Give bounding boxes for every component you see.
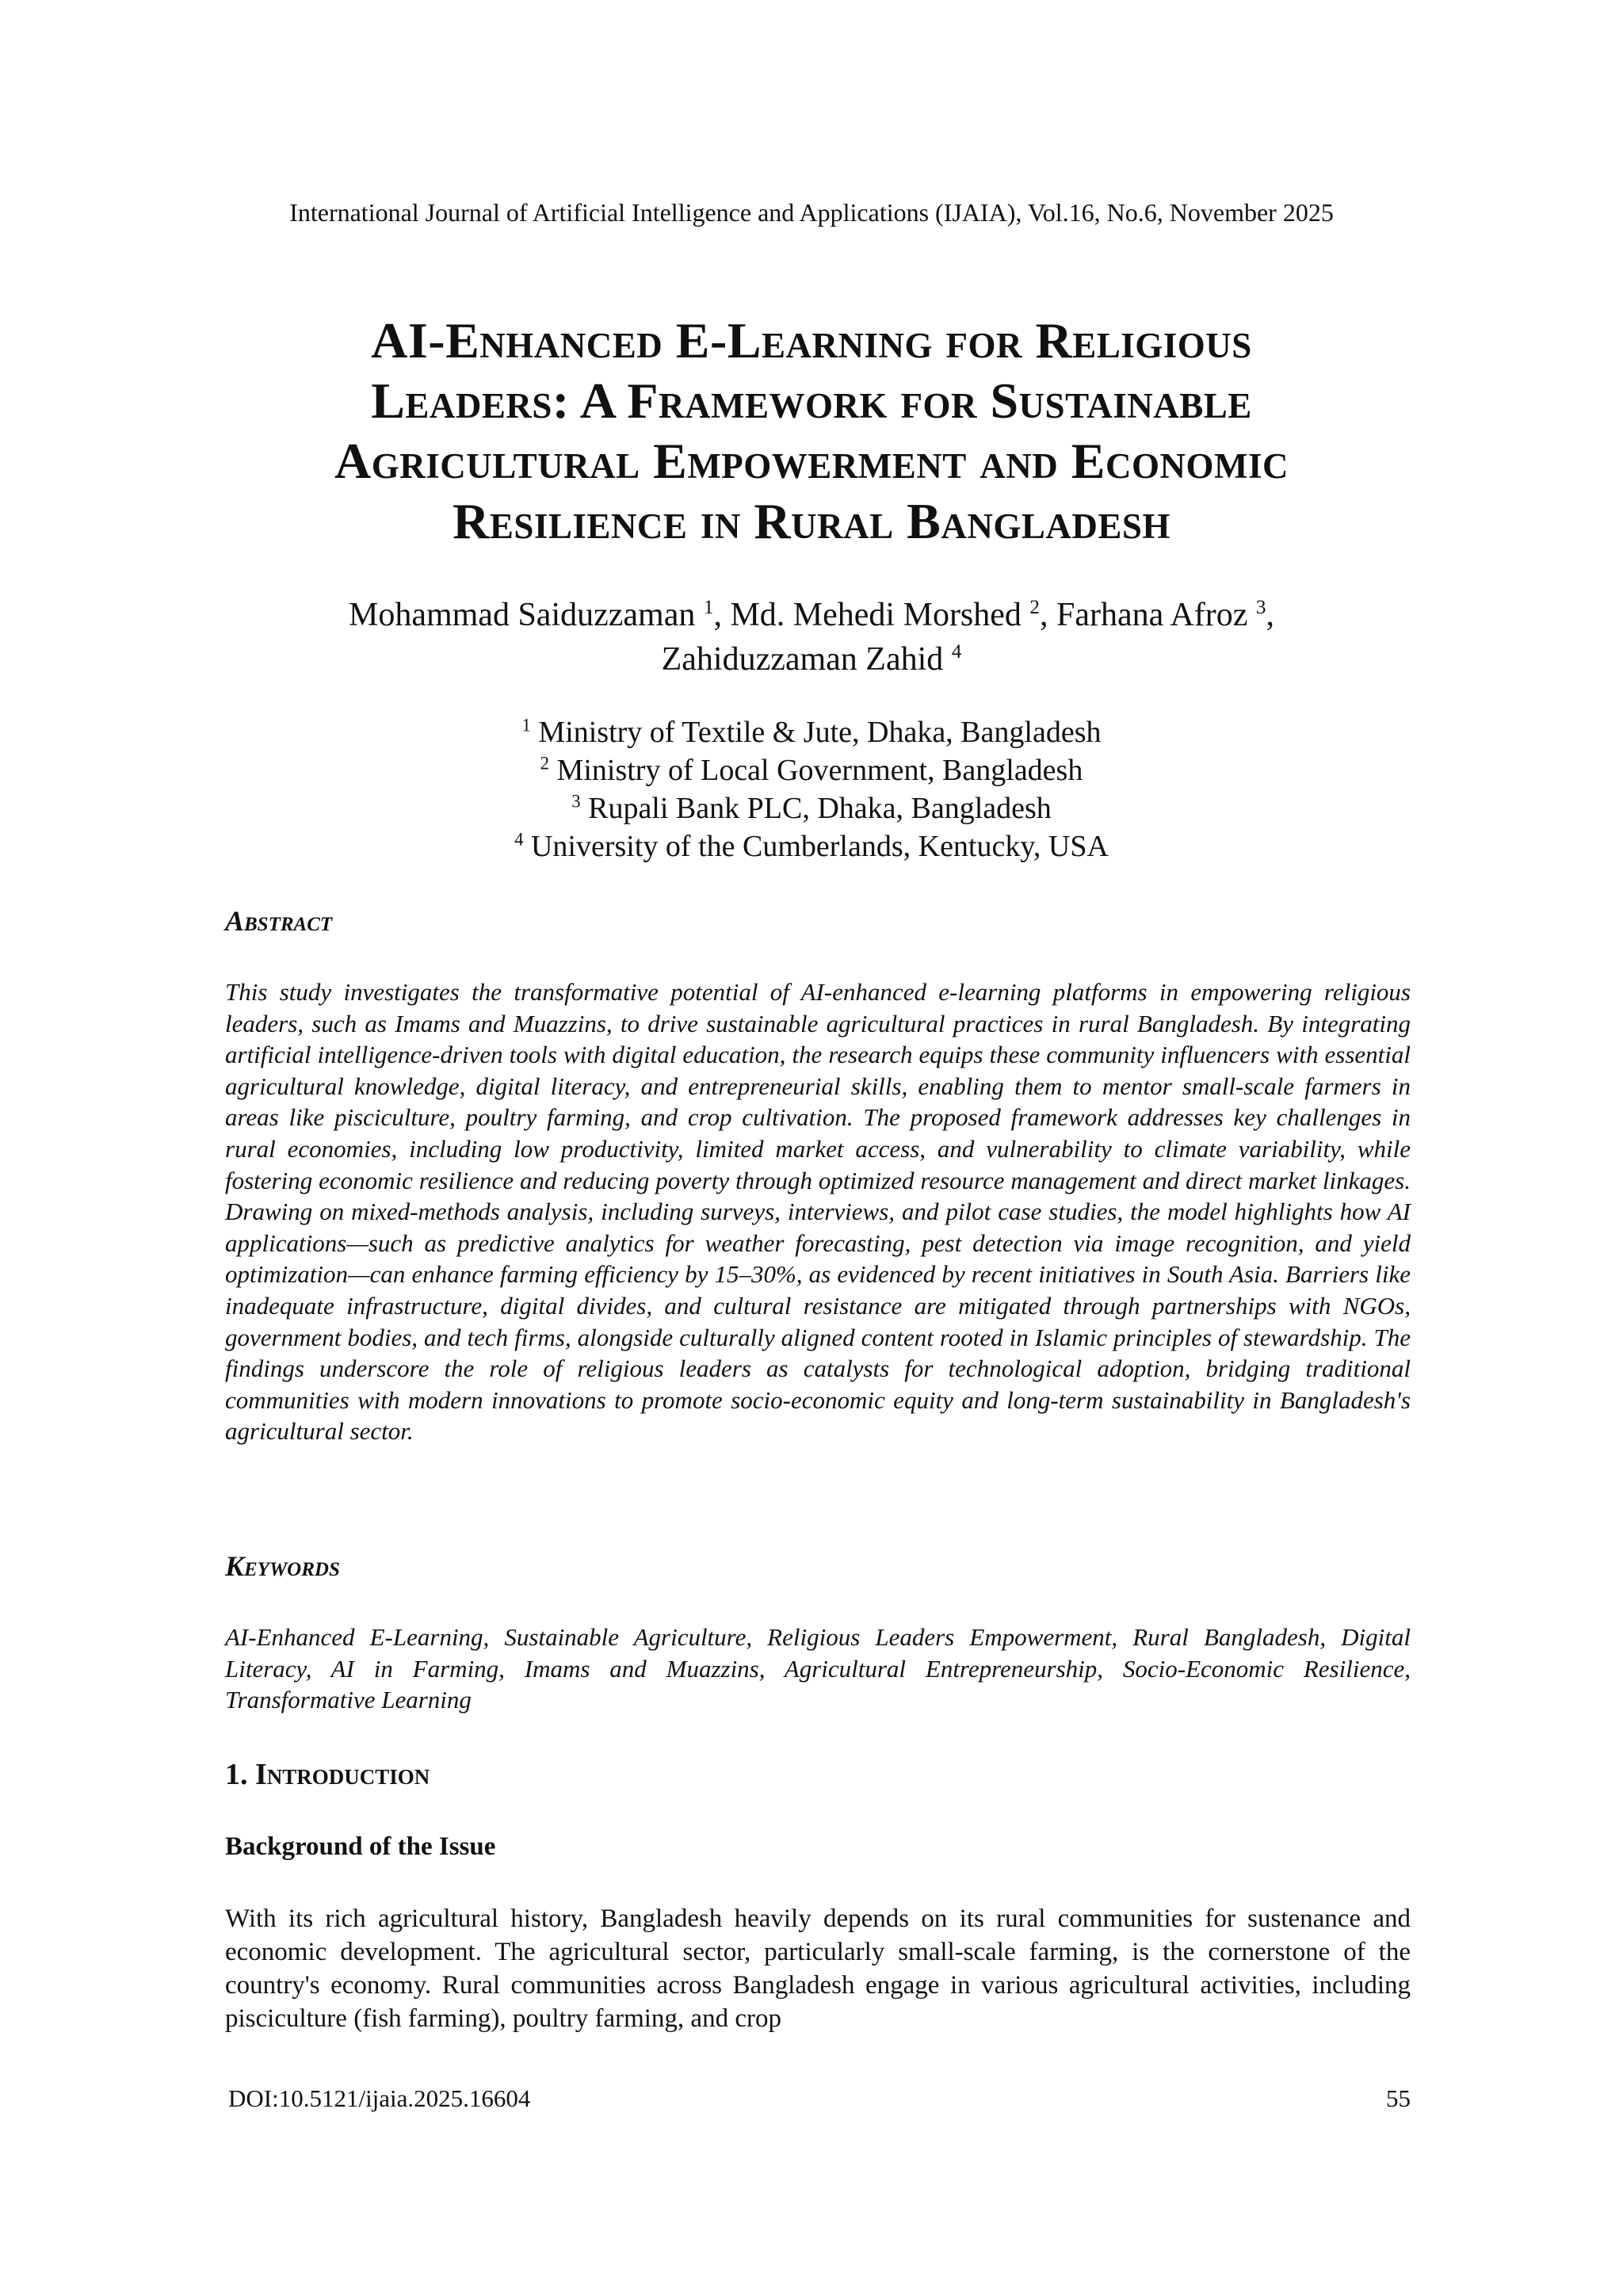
author-separator: , [1266, 597, 1275, 633]
affiliation-mark: 2 [540, 753, 550, 774]
author-affiliation-mark: 3 [1255, 597, 1266, 618]
affiliation-text: Rupali Bank PLC, Dhaka, Bangladesh [588, 792, 1052, 825]
author-name: Mohammad Saiduzzaman [348, 597, 696, 633]
introduction-heading: 1. Introduction [225, 1758, 430, 1791]
affiliation-mark: 4 [514, 829, 524, 850]
introduction-paragraph: With its rich agricultural history, Bangladesh heavily depends on its rural communities for sustenance and economic development. The agricultural sector, particularly small-scale farming, is the cornerstone of the country's economy. Rural communities across Bangladesh engage in various agricultural activities, including pisciculture (fish farming), poultry farming, and crop [225, 1904, 1411, 2033]
affiliation [178, 789, 1445, 827]
affiliation [178, 713, 1445, 751]
author-line [178, 593, 1445, 637]
author-name: Md. Mehedi Morshed [730, 597, 1022, 633]
affiliation-mark: 3 [571, 791, 581, 812]
author-name: Farhana Afroz [1056, 597, 1248, 633]
abstract-heading: Abstract [225, 905, 333, 937]
author-separator: , [1040, 597, 1057, 633]
affiliation-list [178, 713, 1445, 865]
affiliation-text: Ministry of Textile & Jute, Dhaka, Bangladesh [538, 716, 1102, 749]
paper-title [178, 311, 1445, 552]
author-separator: , [713, 597, 731, 633]
author-affiliation-mark: 4 [951, 641, 962, 663]
title-line: AI-Enhanced E-Learning for Religious [371, 312, 1252, 369]
keywords-heading: Keywords [225, 1550, 340, 1582]
journal-header: International Journal of Artificial Intelligence and Applications (IJAIA), Vol.16, No.6, November 2025 [289, 198, 1334, 227]
affiliation-mark: 1 [521, 715, 531, 735]
author-list [178, 593, 1445, 682]
author-name: Zahiduzzaman Zahid [661, 641, 944, 678]
doi-footer: DOI:10.5121/ijaia.2025.16604 [228, 2084, 531, 2112]
affiliation-text: Ministry of Local Government, Bangladesh [556, 754, 1083, 787]
title-line: Resilience in Rural Bangladesh [453, 493, 1170, 549]
abstract-text: This study investigates the transformative potential of AI-enhanced e-learning platforms in empowering religious leaders, such as Imams and Muazzins, to drive sustainable agricultural practices in rural Bangladesh. By integrating artificial intelligence-driven tools with digital education, the research equips these community influencers with essential agricultural knowledge, digital literacy, and entrepreneurial skills, enabling them to mentor small-scale farmers in areas like pisciculture, poultry farming, and crop cultivation. The proposed framework addresses key challenges in rural economies, including low productivity, limited market access, and vulnerability to climate variability, while fostering economic resilience and reducing poverty through optimized resource management and direct market linkages. Drawing on mixed-methods analysis, including surveys, interviews, and pilot case studies, the model highlights how AI applications—such as predictive analytics for weather forecasting, pest detection via image recognition, and yield optimization—can enhance farming efficiency by 15–30%, as evidenced by recent initiatives in South Asia. Barriers like inadequate infrastructure, digital divides, and cultural resistance are mitigated through partnerships with NGOs, government bodies, and tech firms, alongside culturally aligned content rooted in Islamic principles of stewardship. The findings underscore the role of religious leaders as catalysts for technological adoption, bridging traditional communities with modern innovations to promote socio-economic equity and long-term sustainability in Bangladesh's agricultural sector. [225, 978, 1411, 1446]
affiliation [178, 751, 1445, 789]
keywords-text: AI-Enhanced E-Learning, Sustainable Agriculture, Religious Leaders Empowerment, Rural Bangladesh, Digital Literacy, AI in Farming, Imams and Muazzins, Agricultural Entrepreneurship, Socio-Economic Resilience, Transformative Learning [225, 1623, 1411, 1714]
author-line [178, 637, 1445, 682]
background-subheading: Background of the Issue [225, 1832, 496, 1861]
title-line: Leaders: A Framework for Sustainable [371, 372, 1252, 429]
affiliation-text: University of the Cumberlands, Kentucky, USA [530, 830, 1109, 863]
page-number: 55 [1386, 2084, 1411, 2112]
author-affiliation-mark: 2 [1029, 597, 1041, 618]
author-affiliation-mark: 1 [703, 597, 714, 618]
title-line: Agricultural Empowerment and Economic [334, 433, 1289, 489]
affiliation [178, 827, 1445, 865]
